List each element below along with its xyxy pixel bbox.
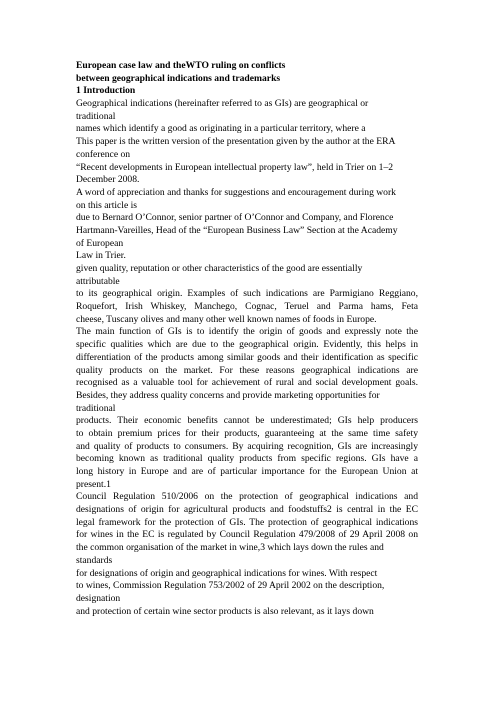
body-text-line: conference on	[76, 148, 131, 160]
body-text-line: and protection of certain wine sector products is also relevant, as it lays down	[76, 605, 374, 617]
body-text-line: to wines, Commission Regulation 753/2002 of 29 April 2002 on the description,	[76, 580, 385, 592]
body-text-line: on this article is	[76, 199, 138, 211]
body-text-line: December 2008.	[76, 174, 140, 186]
body-text-line: and quality of products to consumers. By acquiring recognition, GIs are increasingly	[76, 440, 418, 452]
body-text-line: given quality, reputation or other characteristics of the good are essentially	[76, 263, 363, 274]
body-text-line: The main function of GIs is to identify the origin of goods and expressly note the	[76, 326, 418, 338]
body-text-line: traditional	[76, 110, 116, 122]
body-text-line: present.1	[76, 478, 111, 490]
body-text-line: Law in Trier.	[76, 250, 126, 262]
body-text-line: Roquefort, Irish Whiskey, Manchego, Cognac, Teruel and Parma hams, Feta	[76, 301, 418, 313]
body-text-line: designations of origin for agricultural products and foodstuffs2 is central in the EC	[76, 504, 418, 516]
body-text-line: attributable	[76, 275, 120, 287]
body-text-line: for designations of origin and geographical indications for wines. With respect	[76, 567, 378, 579]
body-text-line: Besides, they address quality concerns and provide marketing opportunities for	[76, 389, 380, 401]
body-text-line: Council Regulation 510/2006 on the protection of geographical indications and	[76, 491, 418, 503]
body-text-line: differentiation of the products among similar goods and their identification as specific	[76, 351, 418, 363]
body-text	[76, 98, 418, 618]
body-text-line: for wines in the EC is regulated by Council Regulation 479/2008 of 29 April 2008 on	[76, 529, 418, 541]
document-body	[76, 60, 418, 618]
document-title-line-1: European case law and theWTO ruling on conflicts	[76, 60, 286, 71]
body-text-line: “Recent developments in European intellectual property law”, held in Trier on 1–2	[76, 161, 394, 173]
document-title-line-2: between geographical indications and trademarks	[76, 72, 281, 84]
body-text-line: the common organisation of the market in wine,3 which lays down the rules and	[76, 542, 384, 554]
body-text-line: to its geographical origin. Examples of such indications are Parmigiano Reggiano,	[76, 288, 418, 300]
body-text-line: designation	[76, 592, 121, 604]
body-text-line: due to Bernard O’Connor, senior partner of O’Connor and Company, and Florence	[76, 212, 394, 224]
body-text-line: This paper is the written version of the presentation given by the author at the ERA	[76, 136, 396, 148]
section-heading: 1 Introduction	[76, 85, 136, 97]
body-text-line: cheese, Tuscany olives and many other well known names of foods in Europe.	[76, 313, 377, 325]
body-text-line: of European	[76, 237, 124, 249]
body-text-line: Geographical indications (hereinafter referred to as GIs) are geographical or	[76, 98, 369, 110]
body-text-line: legal framework for the protection of GIs. The protection of geographical indications	[76, 516, 418, 528]
body-text-line: becoming known as traditional quality products from specific regions. GIs have a	[76, 453, 418, 465]
body-text-line: names which identify a good as originating in a particular territory, where a	[76, 123, 366, 135]
body-text-line: standards	[76, 554, 113, 566]
body-text-line: recognised as a valuable tool for achievement of rural and social development goals.	[76, 377, 418, 389]
body-text-line: quality products on the market. For these reasons geographical indications are	[76, 364, 418, 376]
body-text-line: traditional	[76, 402, 116, 414]
body-text-line: products. Their economic benefits cannot be underestimated; GIs help producers	[76, 415, 418, 427]
body-text-line: to obtain premium prices for their products, guaranteeing at the same time safety	[76, 427, 418, 439]
body-text-line: Hartmann-Vareilles, Head of the “European Business Law” Section at the Academy	[76, 224, 398, 236]
body-text-line: A word of appreciation and thanks for suggestions and encouragement during work	[76, 186, 396, 198]
body-text-line: long history in Europe and are of particular importance for the European Union at	[76, 466, 418, 477]
body-text-line: specific qualities which are due to the geographical origin. Evidently, this helps in	[76, 339, 418, 351]
